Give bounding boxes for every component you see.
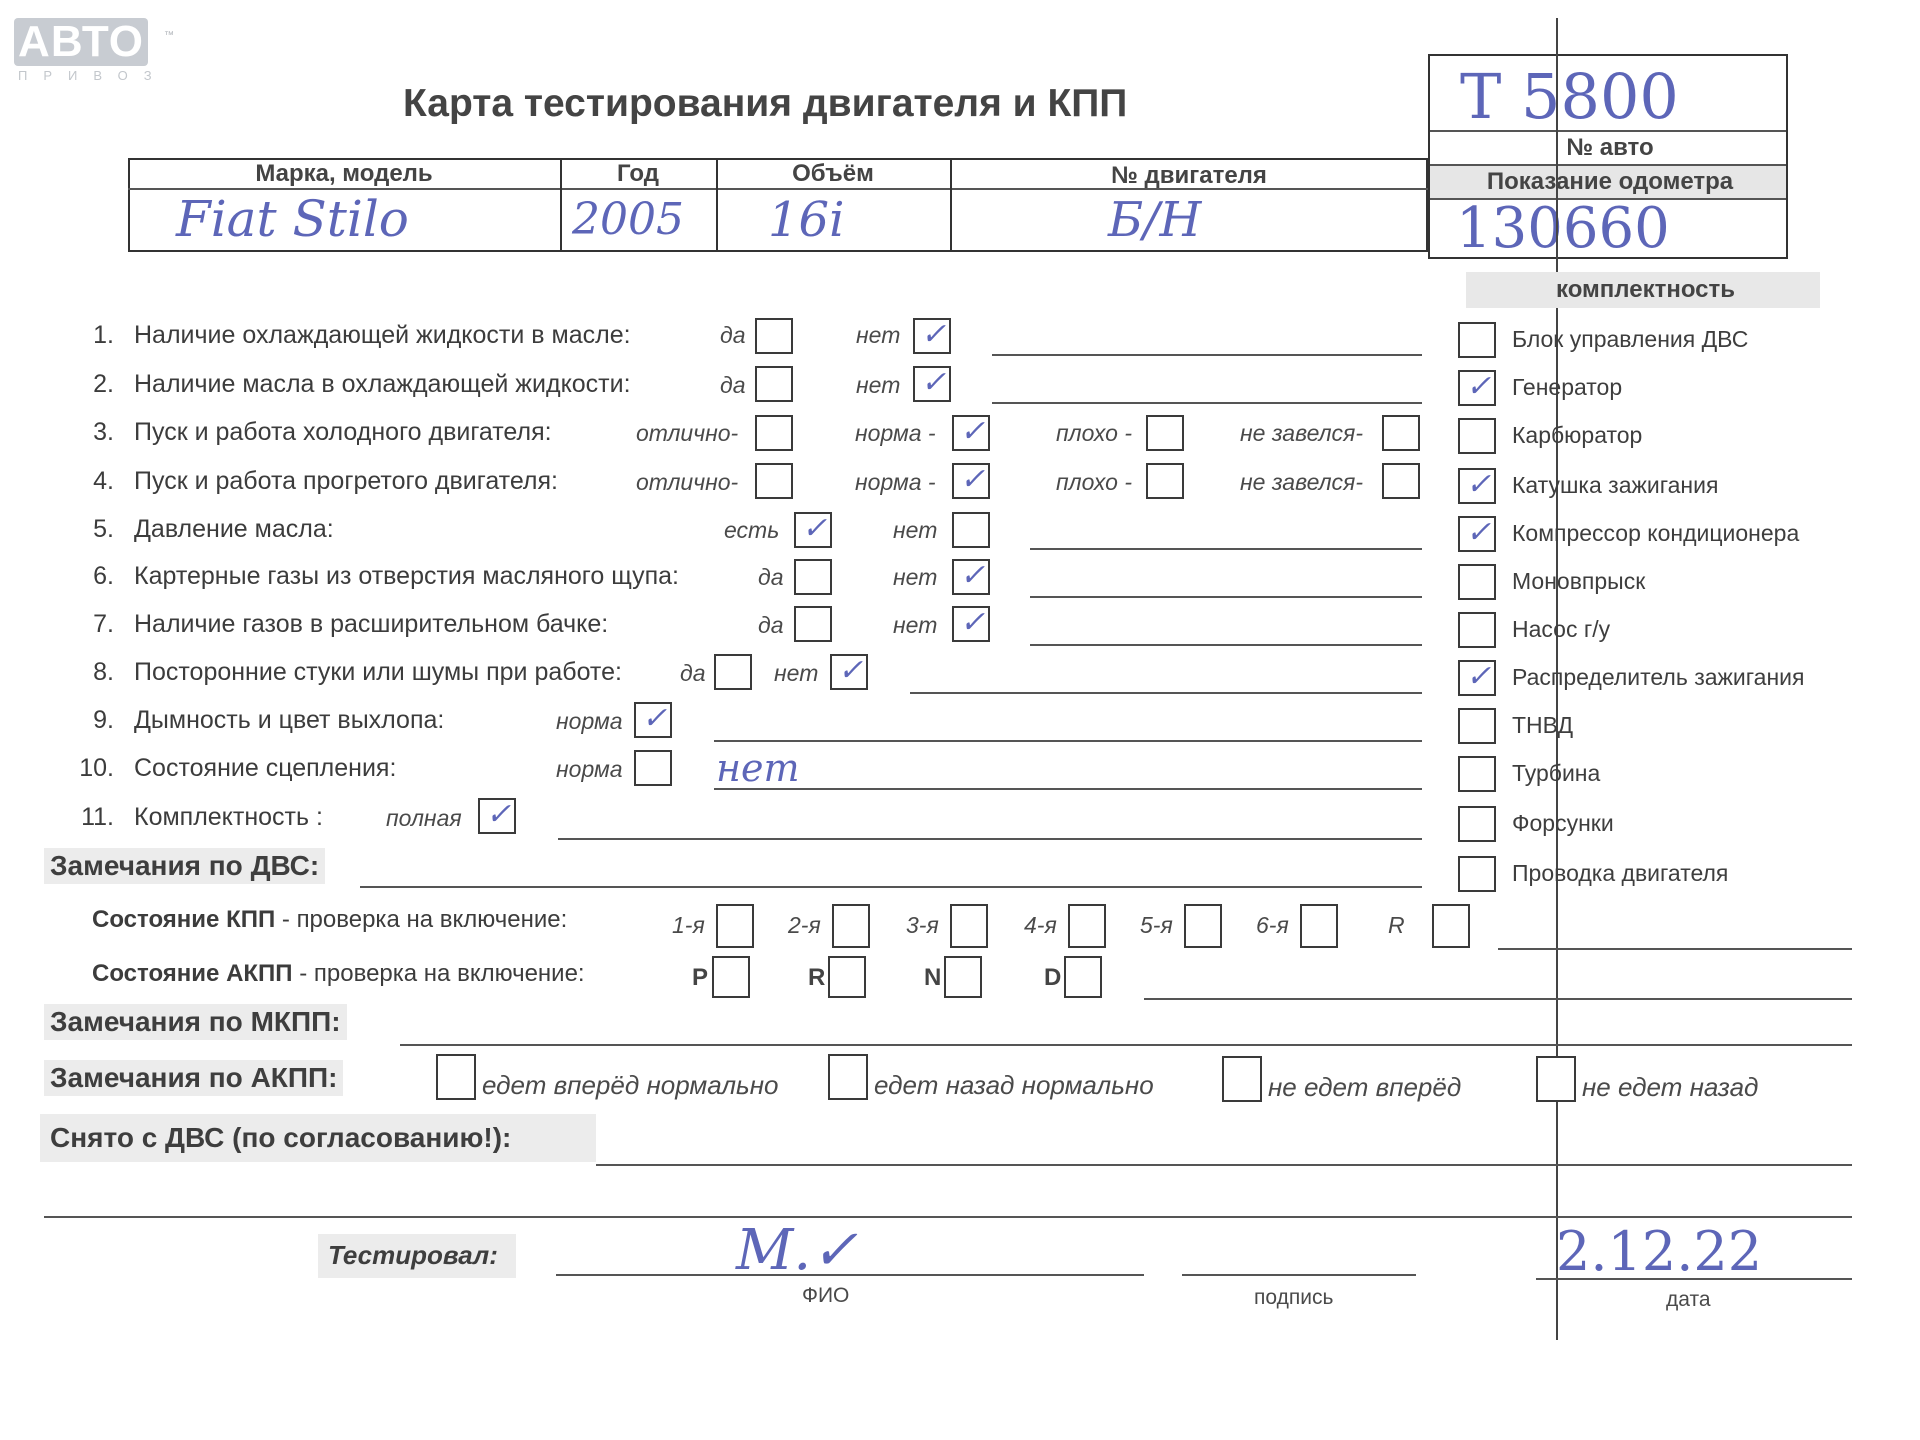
q4-bad-checkbox[interactable] bbox=[1146, 463, 1184, 499]
q4-normal-checkbox[interactable] bbox=[952, 463, 990, 499]
q2-no-checkbox[interactable] bbox=[913, 366, 951, 402]
question-text: Комплектность : bbox=[134, 803, 323, 831]
q5-notes-line bbox=[1030, 548, 1422, 550]
q8-no-checkbox[interactable] bbox=[830, 654, 868, 690]
komplekt-checkbox[interactable] bbox=[1458, 370, 1496, 406]
logo-mark: АВТО bbox=[14, 18, 148, 66]
label-volume: Объём bbox=[792, 160, 874, 187]
komplekt-checkbox[interactable] bbox=[1458, 564, 1496, 600]
q6-notes-line bbox=[1030, 596, 1422, 598]
q6-yes-checkbox[interactable] bbox=[794, 559, 832, 595]
sign-line bbox=[1182, 1274, 1416, 1276]
akpp-forward-ok-label: едет вперёд нормально bbox=[482, 1070, 779, 1100]
gear-checkbox[interactable] bbox=[832, 904, 870, 948]
check-mark: ✓ bbox=[1466, 369, 1492, 404]
label-odometer: Показание одометра bbox=[1486, 168, 1734, 195]
opt-full-label: полная bbox=[386, 805, 462, 831]
gear-checkbox[interactable] bbox=[716, 904, 754, 948]
q2-yes-checkbox[interactable] bbox=[755, 366, 793, 402]
check-mark: ✓ bbox=[960, 462, 986, 497]
komplekt-checkbox[interactable] bbox=[1458, 418, 1496, 454]
question-number: 7. bbox=[93, 610, 114, 638]
q1-no-checkbox[interactable] bbox=[913, 318, 951, 354]
q1-yes-checkbox[interactable] bbox=[755, 318, 793, 354]
value-engine-no: Б/Н bbox=[1108, 192, 1202, 248]
check-mark: ✓ bbox=[802, 511, 828, 546]
question-text: Давление масла: bbox=[134, 515, 334, 543]
gear-checkbox[interactable] bbox=[1068, 904, 1106, 948]
opt-no-start-label: не завелся- bbox=[1240, 420, 1364, 446]
akpp-mode-checkbox[interactable] bbox=[828, 956, 866, 998]
question-text: Посторонние стуки или шумы при работе: bbox=[134, 658, 622, 686]
opt-no-label: нет bbox=[893, 564, 938, 590]
question-number: 6. bbox=[93, 562, 114, 590]
q6-no-checkbox[interactable] bbox=[952, 559, 990, 595]
question-number: 3. bbox=[93, 418, 114, 446]
akpp-mode-checkbox[interactable] bbox=[944, 956, 982, 998]
gear-label: 3-я bbox=[906, 912, 939, 938]
opt-normal-label: норма - bbox=[855, 420, 936, 446]
question-number: 10. bbox=[79, 754, 114, 782]
check-mark: ✓ bbox=[921, 365, 947, 400]
komplekt-checkbox[interactable] bbox=[1458, 806, 1496, 842]
value-odometer: 130660 bbox=[1456, 196, 1670, 261]
akpp-no-backward-checkbox[interactable] bbox=[1536, 1056, 1576, 1102]
opt-exists-label: есть bbox=[724, 517, 780, 543]
question-number: 8. bbox=[93, 658, 114, 686]
tested-label: Тестировал: bbox=[328, 1240, 498, 1270]
kpp-notes-line bbox=[1498, 948, 1852, 950]
question-text: Наличие масла в охлаждающей жидкости: bbox=[134, 370, 631, 398]
removed-line-2 bbox=[44, 1216, 1852, 1218]
kpp-label bbox=[92, 906, 567, 934]
q2-notes-line bbox=[992, 402, 1422, 404]
fio-label: ФИО bbox=[802, 1284, 850, 1307]
q5-no-checkbox[interactable] bbox=[952, 512, 990, 548]
check-mark: ✓ bbox=[921, 317, 947, 352]
komplekt-item-label: Турбина bbox=[1512, 760, 1601, 786]
q9-notes-line bbox=[714, 740, 1422, 742]
opt-yes-label: да bbox=[720, 322, 746, 348]
akpp-no-forward-checkbox[interactable] bbox=[1222, 1056, 1262, 1102]
gear-label: 1-я bbox=[672, 912, 705, 938]
komplekt-item-label: Проводка двигателя bbox=[1512, 860, 1729, 886]
opt-yes-label: да bbox=[758, 564, 784, 590]
q3-no-start-checkbox[interactable] bbox=[1382, 415, 1420, 451]
page-title: Карта тестирования двигателя и КПП bbox=[403, 82, 1128, 125]
komplekt-item-label: Блок управления ДВС bbox=[1512, 326, 1749, 352]
check-mark: ✓ bbox=[1466, 659, 1492, 694]
gear-label: 6-я bbox=[1256, 912, 1289, 938]
gear-checkbox[interactable] bbox=[950, 904, 988, 948]
akpp-no-forward-label: не едет вперёд bbox=[1268, 1072, 1462, 1102]
akpp-label-rest: - проверка на включение: bbox=[292, 960, 585, 987]
check-mark: ✓ bbox=[960, 414, 986, 449]
akpp-label bbox=[92, 960, 585, 988]
value-car-no: Т 5800 bbox=[1460, 60, 1679, 133]
check-mark: ✓ bbox=[642, 701, 668, 736]
gear-checkbox[interactable] bbox=[1300, 904, 1338, 948]
komplekt-item-label: Насос г/у bbox=[1512, 616, 1611, 642]
opt-yes-label: да bbox=[758, 612, 784, 638]
question-text: Картерные газы из отверстия масляного щупа: bbox=[134, 562, 679, 590]
opt-no-label: нет bbox=[774, 660, 819, 686]
check-mark: ✓ bbox=[960, 605, 986, 640]
opt-excellent-label: отлично- bbox=[636, 420, 739, 446]
value-volume: 16i bbox=[768, 192, 845, 248]
akpp-mode-label: D bbox=[1044, 964, 1062, 991]
dvs-remarks-line bbox=[360, 886, 1422, 888]
q11-full-checkbox[interactable] bbox=[478, 798, 516, 834]
akpp-mode-checkbox[interactable] bbox=[712, 956, 750, 998]
gear-label: 4-я bbox=[1024, 912, 1057, 938]
komplekt-item-label: ТНВД bbox=[1512, 712, 1574, 738]
check-mark: ✓ bbox=[1466, 515, 1492, 550]
komplekt-item-label: Распределитель зажигания bbox=[1512, 664, 1805, 690]
q4-no-start-checkbox[interactable] bbox=[1382, 463, 1420, 499]
logo-subtitle: ПРИВОЗ bbox=[18, 68, 168, 83]
kpp-label-rest: - проверка на включение: bbox=[275, 906, 568, 933]
komplekt-item-label: Катушка зажигания bbox=[1512, 472, 1719, 498]
opt-no-start-label: не завелся- bbox=[1240, 469, 1364, 495]
question-text: Пуск и работа холодного двигателя: bbox=[134, 418, 552, 446]
komplekt-item-label: Карбюратор bbox=[1512, 422, 1643, 448]
akpp-backward-ok-checkbox[interactable] bbox=[828, 1054, 868, 1100]
question-number: 5. bbox=[93, 515, 114, 543]
label-engine-no: № двигателя bbox=[1111, 162, 1267, 189]
question-text: Пуск и работа прогретого двигателя: bbox=[134, 467, 558, 495]
opt-no-label: нет bbox=[893, 612, 938, 638]
komplekt-title: комплектность bbox=[1556, 276, 1736, 303]
komplekt-checkbox[interactable] bbox=[1458, 856, 1496, 892]
gear-label: R bbox=[1388, 912, 1405, 938]
gear-label: 2-я bbox=[788, 912, 821, 938]
komplekt-checkbox[interactable] bbox=[1458, 756, 1496, 792]
sign-label: подпись bbox=[1254, 1286, 1334, 1309]
q3-bad-checkbox[interactable] bbox=[1146, 415, 1184, 451]
label-model: Марка, модель bbox=[255, 160, 433, 187]
question-number: 2. bbox=[93, 370, 114, 398]
opt-no-label: нет bbox=[893, 517, 938, 543]
opt-norm-label: норма bbox=[556, 708, 623, 734]
label-year: Год bbox=[617, 160, 659, 187]
fio-value: М.✓ bbox=[736, 1218, 859, 1283]
kpp-label-bold: Состояние КПП bbox=[92, 906, 276, 933]
komplekt-item-label: Компрессор кондиционера bbox=[1512, 520, 1800, 546]
opt-bad-label: плохо - bbox=[1056, 469, 1132, 495]
q10-notes-line bbox=[714, 788, 1422, 790]
komplekt-checkbox[interactable] bbox=[1458, 660, 1496, 696]
akpp-notes-line bbox=[1144, 998, 1852, 1000]
mkpp-remarks-line bbox=[400, 1044, 1852, 1046]
question-text: Состояние сцепления: bbox=[134, 754, 397, 782]
q3-normal-checkbox[interactable] bbox=[952, 415, 990, 451]
akpp-mode-label: N bbox=[924, 964, 942, 991]
q7-notes-line bbox=[1030, 644, 1422, 646]
q8-notes-line bbox=[910, 692, 1422, 694]
gear-checkbox[interactable] bbox=[1184, 904, 1222, 948]
q7-yes-checkbox[interactable] bbox=[794, 606, 832, 642]
akpp-label-bold: Состояние АКПП bbox=[92, 960, 293, 987]
q4-excellent-checkbox[interactable] bbox=[755, 463, 793, 499]
header-table bbox=[128, 158, 1428, 252]
q9-norm-checkbox[interactable] bbox=[634, 702, 672, 738]
akpp-forward-ok-checkbox[interactable] bbox=[436, 1054, 476, 1100]
check-mark: ✓ bbox=[486, 797, 512, 832]
removed-label: Снято с ДВС (по согласованию!): bbox=[50, 1122, 512, 1153]
question-number: 4. bbox=[93, 467, 114, 495]
opt-yes-label: да bbox=[720, 372, 746, 398]
question-text: Наличие охлаждающей жидкости в масле: bbox=[134, 321, 631, 349]
komplekt-checkbox[interactable] bbox=[1458, 708, 1496, 744]
check-mark: ✓ bbox=[838, 653, 864, 688]
value-year: 2005 bbox=[572, 194, 684, 245]
opt-bad-label: плохо - bbox=[1056, 420, 1132, 446]
question-number: 9. bbox=[93, 706, 114, 734]
label-car-no: № авто bbox=[1566, 134, 1654, 161]
question-number: 1. bbox=[93, 321, 114, 349]
opt-no-label: нет bbox=[856, 322, 901, 348]
komplekt-checkbox[interactable] bbox=[1458, 468, 1496, 504]
value-model: Fiat Stilo bbox=[176, 190, 409, 248]
akpp-backward-ok-label: едет назад нормально bbox=[874, 1070, 1154, 1100]
clutch-note: нет bbox=[716, 746, 800, 790]
komplekt-item-label: Моновпрыск bbox=[1512, 568, 1646, 594]
komplekt-item-label: Форсунки bbox=[1512, 810, 1614, 836]
akpp-no-backward-label: не едет назад bbox=[1582, 1072, 1759, 1102]
akpp-mode-checkbox[interactable] bbox=[1064, 956, 1102, 998]
q10-norm-checkbox[interactable] bbox=[634, 750, 672, 786]
akpp-mode-label: P bbox=[692, 964, 709, 991]
car-info-box bbox=[1428, 54, 1788, 259]
question-number: 11. bbox=[81, 803, 114, 831]
opt-norm-label: норма bbox=[556, 756, 623, 782]
q7-no-checkbox[interactable] bbox=[952, 606, 990, 642]
gear-label: 5-я bbox=[1140, 912, 1173, 938]
komplekt-checkbox[interactable] bbox=[1458, 612, 1496, 648]
q3-excellent-checkbox[interactable] bbox=[755, 415, 793, 451]
opt-excellent-label: отлично- bbox=[636, 469, 739, 495]
q1-notes-line bbox=[992, 354, 1422, 356]
date-value: 2.12.22 bbox=[1556, 1220, 1763, 1283]
akpp-remarks-label: Замечания по АКПП: bbox=[44, 1060, 343, 1096]
logo-tm: ™ bbox=[164, 30, 174, 41]
question-text: Дымность и цвет выхлопа: bbox=[134, 706, 445, 734]
removed-line bbox=[596, 1164, 1852, 1166]
question-text: Наличие газов в расширительном бачке: bbox=[134, 610, 609, 638]
dvs-remarks-label: Замечания по ДВС: bbox=[44, 848, 325, 884]
check-mark: ✓ bbox=[960, 558, 986, 593]
opt-no-label: нет bbox=[856, 372, 901, 398]
opt-yes-label: да bbox=[680, 660, 706, 686]
date-label: дата bbox=[1666, 1288, 1711, 1311]
komplekt-item-label: Генератор bbox=[1512, 374, 1623, 400]
komplekt-checkbox[interactable] bbox=[1458, 516, 1496, 552]
q5-exists-checkbox[interactable] bbox=[794, 512, 832, 548]
akpp-mode-label: R bbox=[808, 964, 826, 991]
q8-yes-checkbox[interactable] bbox=[714, 654, 752, 690]
logo bbox=[14, 17, 174, 83]
opt-normal-label: норма - bbox=[855, 469, 936, 495]
gear-checkbox[interactable] bbox=[1432, 904, 1470, 948]
komplekt-checkbox[interactable] bbox=[1458, 322, 1496, 358]
check-mark: ✓ bbox=[1466, 467, 1492, 502]
q11-notes-line bbox=[558, 838, 1422, 840]
mkpp-remarks-label: Замечания по МКПП: bbox=[44, 1004, 347, 1040]
